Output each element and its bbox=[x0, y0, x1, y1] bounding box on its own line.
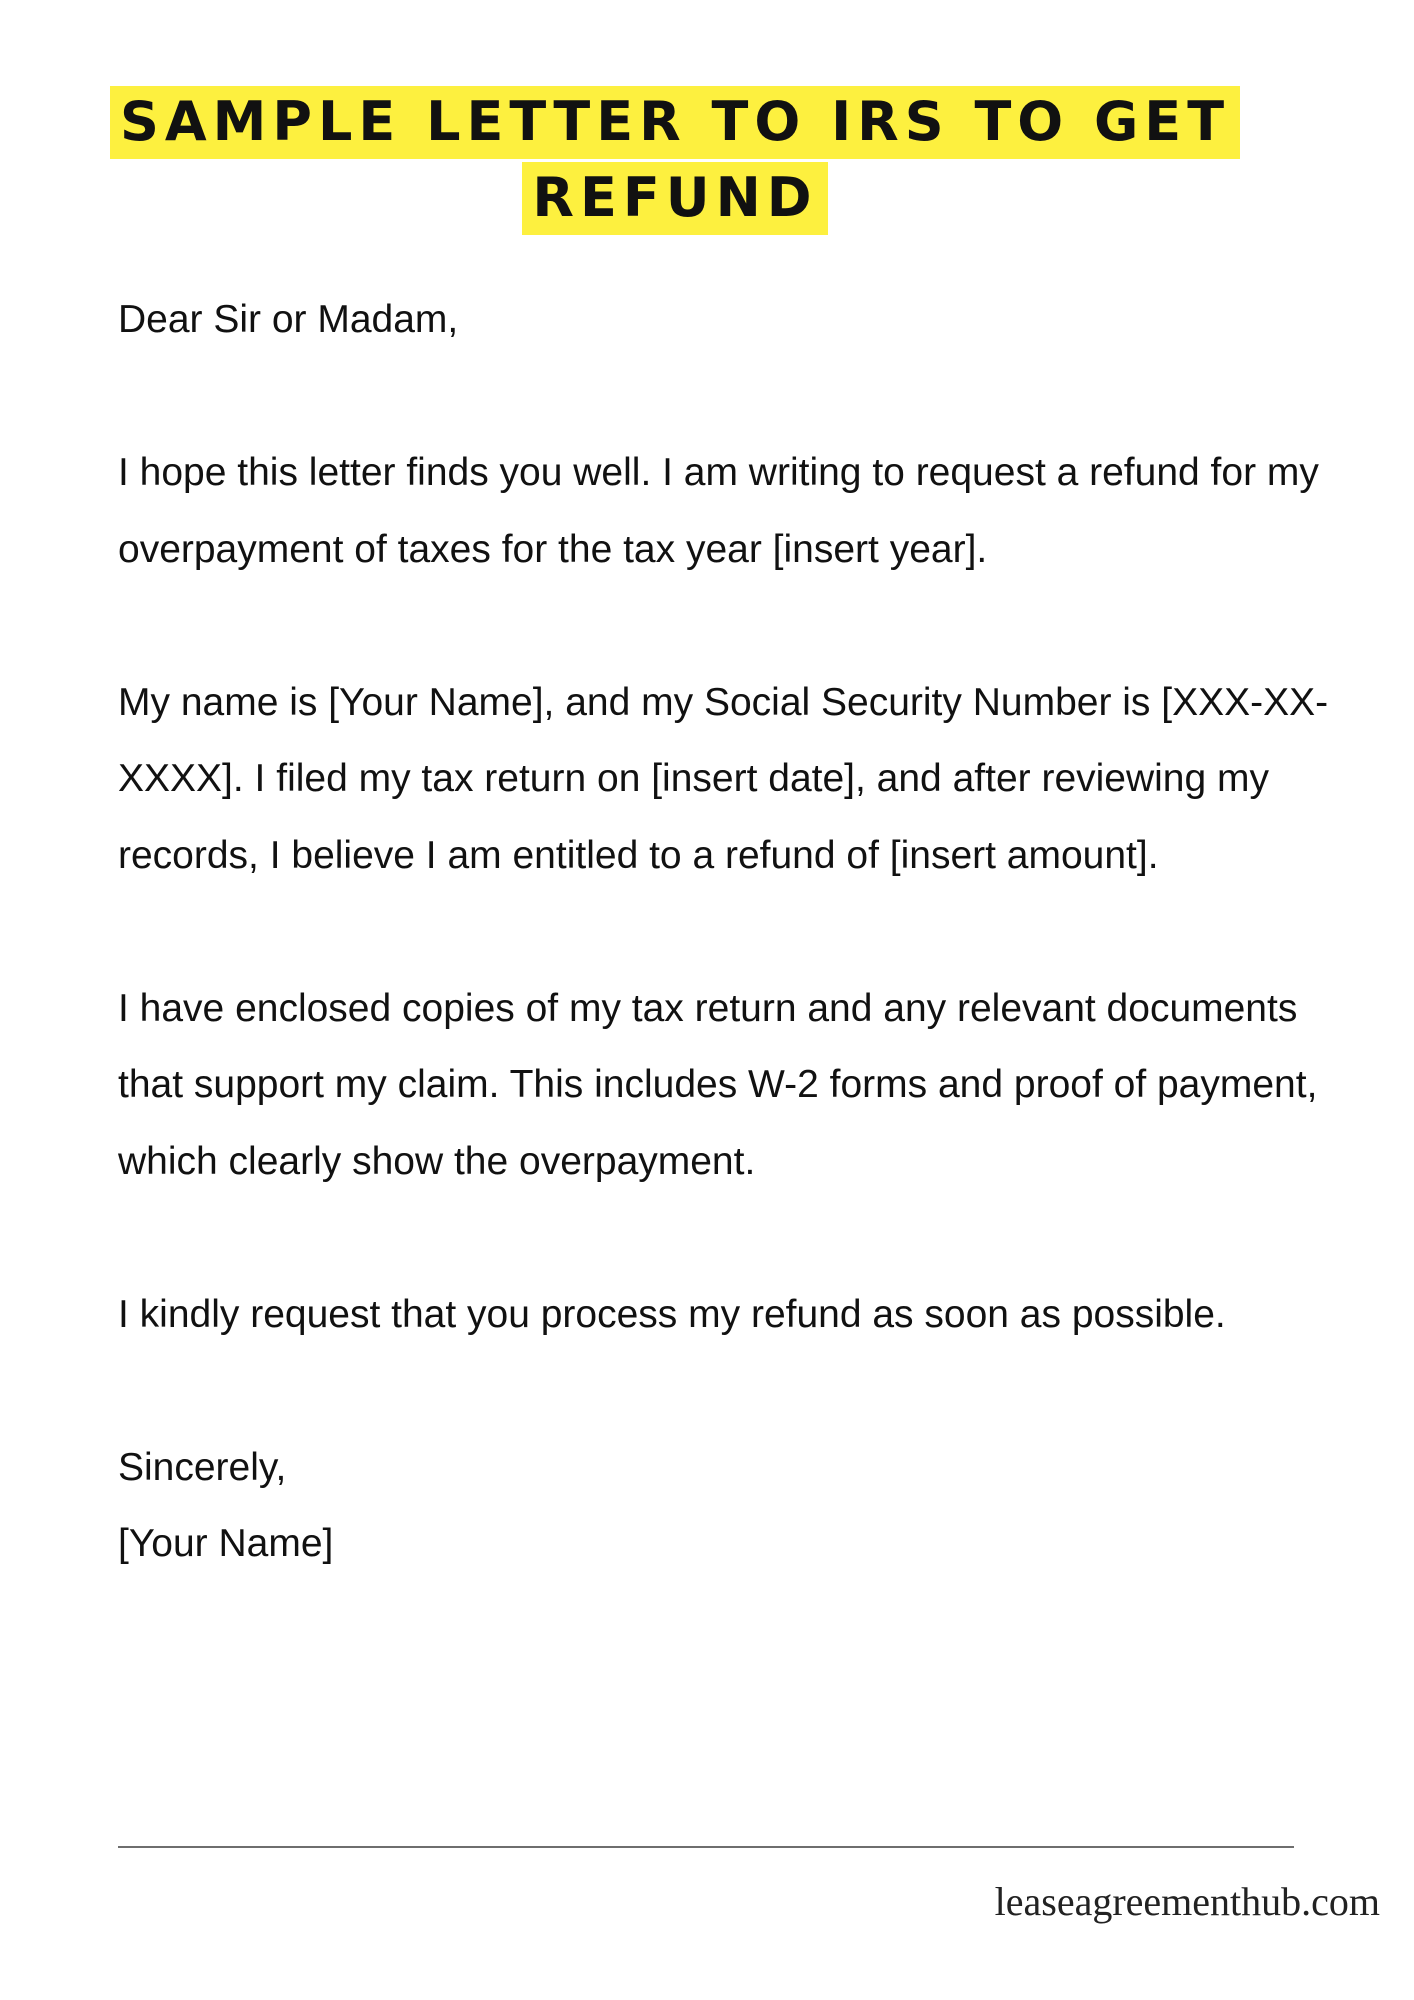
signature-line bbox=[118, 1846, 1294, 1848]
website-footer: leaseagreementhub.com bbox=[994, 1879, 1380, 1924]
signature-name: [Your Name] bbox=[118, 1522, 334, 1565]
paragraph-request: I kindly request that you process my refund as soon as possible. bbox=[118, 1292, 1226, 1336]
paragraph-enclosures: I have enclosed copies of my tax return and any relevant documents that support my claim. This includes W-2 forms and proof of payment, which clearly show the overpayment. bbox=[118, 986, 1318, 1183]
document-title bbox=[60, 84, 1290, 236]
salutation: Dear Sir or Madam, bbox=[118, 298, 459, 341]
letter-body bbox=[118, 282, 1348, 1583]
closing: Sincerely, bbox=[118, 1445, 287, 1489]
paragraph-details: My name is [Your Name], and my Social Security Number is [XXX-XX-XXXX]. I filed my tax return on [insert date], and after reviewing my records, I believe I am entitled to a refund of [insert amount]. bbox=[118, 680, 1329, 877]
paragraph-intro: I hope this letter finds you well. I am writing to request a refund for my overpayment of taxes for the tax year [insert year]. bbox=[118, 451, 1319, 571]
title-highlight: SAMPLE LETTER TO IRS TO GET REFUND bbox=[110, 86, 1240, 235]
